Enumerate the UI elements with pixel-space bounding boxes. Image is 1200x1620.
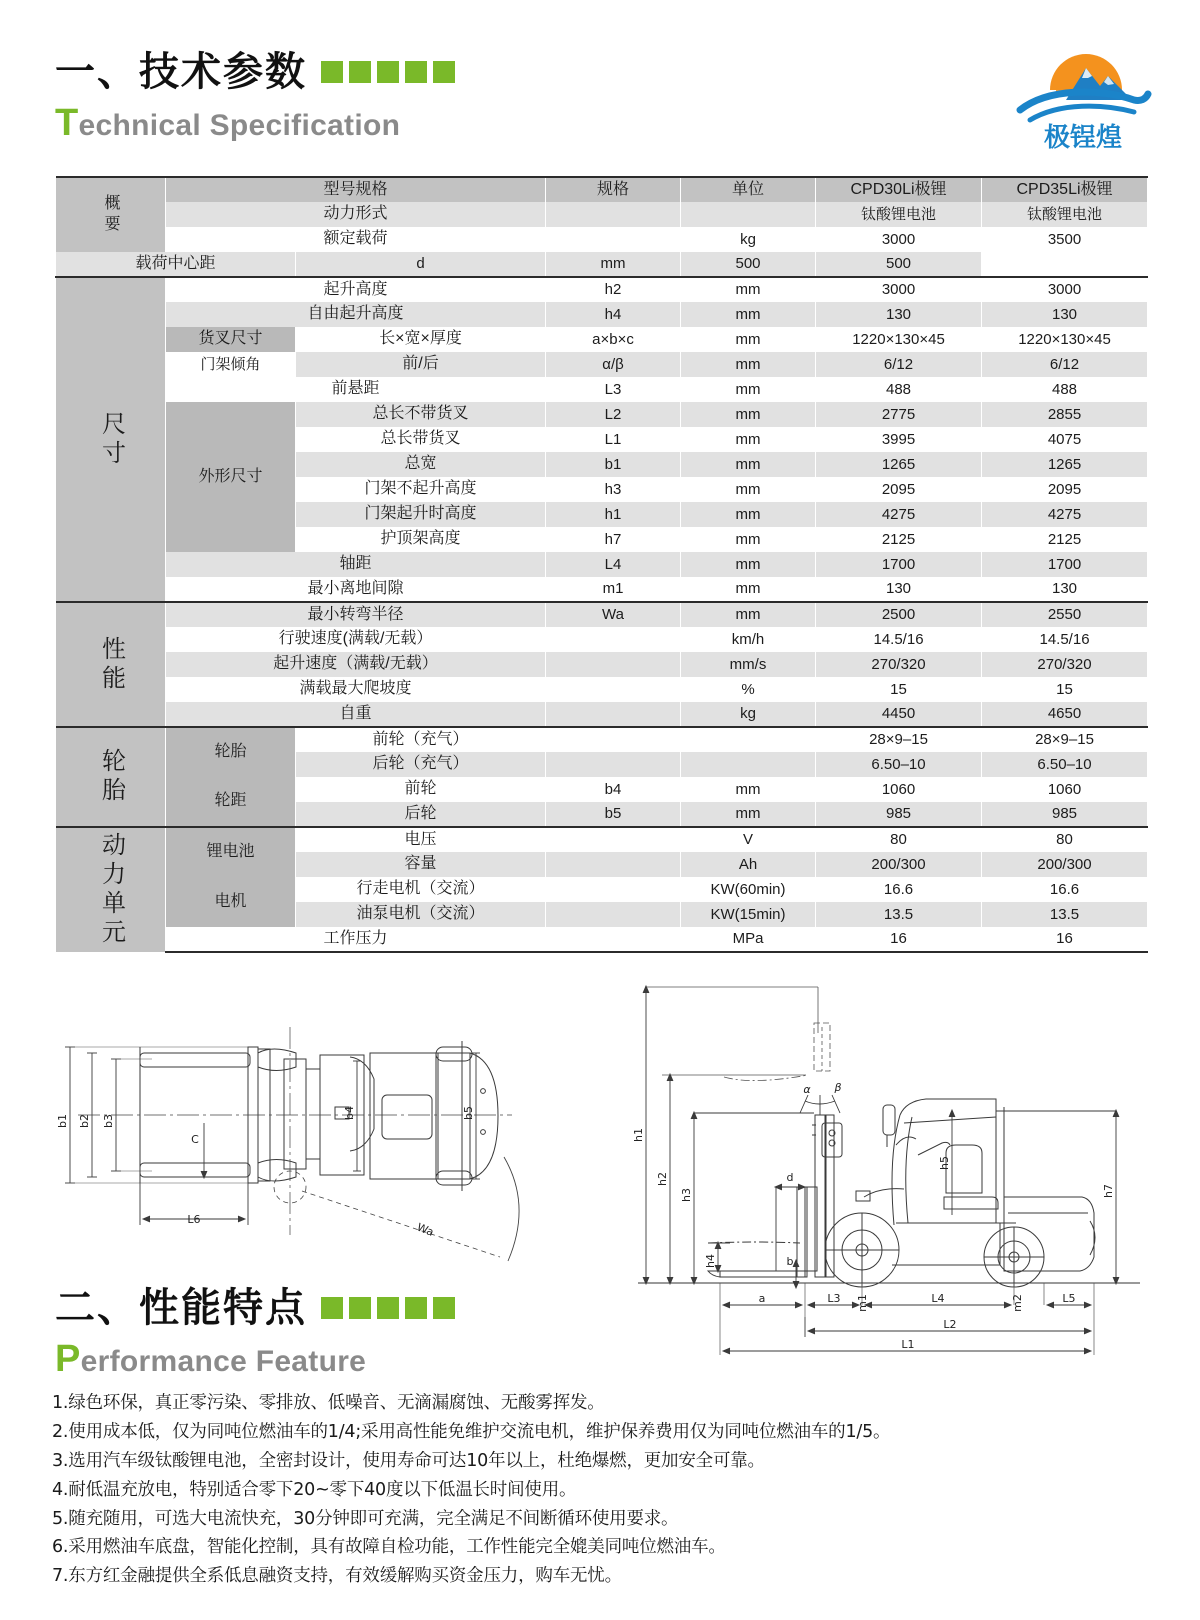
table-row bbox=[56, 652, 1148, 677]
section2-title-en-rest: erformance Feature bbox=[80, 1345, 367, 1378]
symbol-cell: b1 bbox=[546, 452, 681, 477]
row-label: 自由起升高度 bbox=[166, 302, 546, 327]
unit-cell bbox=[681, 202, 816, 227]
symbol-cell: d bbox=[296, 252, 546, 277]
label-h4: h4 bbox=[704, 1254, 717, 1268]
section1-title-cn bbox=[55, 52, 455, 92]
label-d: d bbox=[786, 1171, 794, 1184]
subcategory-cell: 电机 bbox=[166, 877, 296, 927]
unit-cell: KW(15min) bbox=[681, 902, 816, 927]
feature-item: 2.使用成本低，仅为同吨位燃油车的1/4;采用高性能免维护交流电机，维护保养费用仅为同吨位燃油车的1/5。 bbox=[52, 1421, 891, 1442]
table-row bbox=[56, 302, 1148, 327]
section1-title-en-cap: T bbox=[55, 102, 79, 144]
table-row bbox=[56, 727, 1148, 752]
value-model1: 270/320 bbox=[816, 652, 982, 677]
row-label: 自重 bbox=[166, 702, 546, 727]
symbol-cell bbox=[546, 627, 681, 652]
subcategory-cell: 轮胎 bbox=[166, 727, 296, 777]
value-model1: 1220×130×45 bbox=[816, 327, 982, 352]
symbol-cell: h1 bbox=[546, 502, 681, 527]
label-L3: L3 bbox=[827, 1292, 841, 1305]
value-model2: 2095 bbox=[982, 477, 1148, 502]
symbol-cell bbox=[546, 827, 681, 852]
unit-cell: mm/s bbox=[681, 652, 816, 677]
value-model1: 4275 bbox=[816, 502, 982, 527]
value-model1: 2125 bbox=[816, 527, 982, 552]
label-b5: b5 bbox=[462, 1106, 475, 1120]
label-Wa: Wa bbox=[415, 1220, 436, 1239]
section2-header bbox=[55, 1288, 455, 1378]
unit-cell: MPa bbox=[681, 927, 816, 952]
spec-table-body bbox=[56, 177, 1148, 952]
unit-cell: mm bbox=[681, 527, 816, 552]
value-model2: 28×9–15 bbox=[982, 727, 1148, 752]
row-label: 行走电机（交流） bbox=[296, 877, 546, 902]
row-label: 最小离地间隙 bbox=[166, 577, 546, 602]
symbol-cell bbox=[546, 752, 681, 777]
value-model1: 15 bbox=[816, 677, 982, 702]
value-model2: 13.5 bbox=[982, 902, 1148, 927]
subcategory-cell: 锂电池 bbox=[166, 827, 296, 877]
value-model1: 28×9–15 bbox=[816, 727, 982, 752]
table-row bbox=[56, 352, 1148, 377]
table-row bbox=[56, 402, 1148, 427]
value-model2: 130 bbox=[982, 302, 1148, 327]
row-label: 最小转弯半径 bbox=[166, 602, 546, 627]
unit-cell: mm bbox=[681, 577, 816, 602]
label-b2: b2 bbox=[78, 1114, 91, 1128]
section2-title-en-cap: P bbox=[55, 1338, 81, 1380]
value-model1: 16.6 bbox=[816, 877, 982, 902]
unit-cell: mm bbox=[681, 402, 816, 427]
green-square-icon bbox=[405, 61, 427, 83]
symbol-cell bbox=[546, 202, 681, 227]
value-model1: 130 bbox=[816, 302, 982, 327]
green-square-icon bbox=[377, 61, 399, 83]
label-m1: m1 bbox=[856, 1294, 869, 1312]
label-beta: β bbox=[834, 1081, 842, 1094]
row-label: 总长不带货叉 bbox=[296, 402, 546, 427]
unit-cell: mm bbox=[681, 802, 816, 827]
table-row bbox=[56, 552, 1148, 577]
symbol-cell: L4 bbox=[546, 552, 681, 577]
symbol-cell bbox=[546, 852, 681, 877]
value-model2: 1220×130×45 bbox=[982, 327, 1148, 352]
category-cell bbox=[56, 727, 166, 827]
table-row bbox=[56, 327, 1148, 352]
label-h1: h1 bbox=[632, 1128, 645, 1142]
value-model2: 16.6 bbox=[982, 877, 1148, 902]
value-model2: 985 bbox=[982, 802, 1148, 827]
row-label: 后轮 bbox=[296, 802, 546, 827]
subcategory-cell: 门架倾角 bbox=[166, 352, 296, 377]
unit-cell: mm bbox=[681, 327, 816, 352]
unit-cell: km/h bbox=[681, 627, 816, 652]
table-row bbox=[56, 677, 1148, 702]
feature-item: 4.耐低温充放电，特别适合零下20~零下40度以下低温长时间使用。 bbox=[52, 1479, 577, 1500]
category-label: 概要 bbox=[102, 194, 120, 236]
spec-header-row bbox=[56, 177, 1148, 202]
category-label: 尺寸 bbox=[97, 410, 125, 469]
label-m2: m2 bbox=[1011, 1294, 1024, 1312]
category-cell-placeholder bbox=[56, 177, 166, 252]
symbol-cell: h4 bbox=[546, 302, 681, 327]
unit-cell: kg bbox=[681, 227, 816, 252]
row-label: 前轮 bbox=[296, 777, 546, 802]
label-alpha: α bbox=[803, 1083, 811, 1096]
unit-cell: mm bbox=[681, 352, 816, 377]
row-label: 满载最大爬坡度 bbox=[166, 677, 546, 702]
value-model2: 130 bbox=[982, 577, 1148, 602]
value-model1: 2775 bbox=[816, 402, 982, 427]
table-row bbox=[56, 277, 1148, 302]
value-model2: 270/320 bbox=[982, 652, 1148, 677]
unit-cell: mm bbox=[681, 427, 816, 452]
unit-cell: mm bbox=[681, 777, 816, 802]
section2-title-en bbox=[55, 1340, 455, 1378]
row-label: 轴距 bbox=[166, 552, 546, 577]
unit-cell: mm bbox=[681, 377, 816, 402]
symbol-cell: L1 bbox=[546, 427, 681, 452]
label-L5: L5 bbox=[1062, 1292, 1076, 1305]
row-label: 长×宽×厚度 bbox=[296, 327, 546, 352]
value-model2: 200/300 bbox=[982, 852, 1148, 877]
feature-item: 1.绿色环保，真正零污染、零排放、低噪音、无滴漏腐蚀、无酸雾挥发。 bbox=[52, 1393, 605, 1413]
forklift-top-view-drawing bbox=[52, 995, 572, 1285]
label-b1: b1 bbox=[56, 1114, 69, 1128]
row-label: 门架不起升高度 bbox=[296, 477, 546, 502]
row-label: 前/后 bbox=[296, 352, 546, 377]
row-label: 电压 bbox=[296, 827, 546, 852]
symbol-cell: a×b×c bbox=[546, 327, 681, 352]
feature-item: 3.选用汽车级钛酸锂电池，全密封设计，使用寿命可达10年以上，杜绝爆燃，更加安全可靠。 bbox=[52, 1450, 765, 1471]
section2-title-cn-text: 二、性能特点 bbox=[55, 1286, 307, 1330]
column-header: 型号规格 bbox=[166, 177, 546, 202]
column-header: 规格 bbox=[546, 177, 681, 202]
forklift-side-view-drawing bbox=[600, 965, 1160, 1365]
label-h2: h2 bbox=[656, 1172, 669, 1186]
column-header: CPD30Li极锂 bbox=[816, 177, 982, 202]
unit-cell: KW(60min) bbox=[681, 877, 816, 902]
row-label: 门架起升时高度 bbox=[296, 502, 546, 527]
value-model1: 985 bbox=[816, 802, 982, 827]
symbol-cell: b5 bbox=[546, 802, 681, 827]
table-row bbox=[56, 252, 1148, 277]
unit-cell: mm bbox=[681, 477, 816, 502]
category-cell bbox=[56, 277, 166, 602]
value-model1: 14.5/16 bbox=[816, 627, 982, 652]
value-model1: 130 bbox=[816, 577, 982, 602]
value-model1: 1265 bbox=[816, 452, 982, 477]
row-label: 总长带货叉 bbox=[296, 427, 546, 452]
symbol-cell: b4 bbox=[546, 777, 681, 802]
green-square-icon bbox=[321, 61, 343, 83]
green-square-icon bbox=[377, 1297, 399, 1319]
table-row bbox=[56, 877, 1148, 902]
row-label: 容量 bbox=[296, 852, 546, 877]
section2-title-cn bbox=[55, 1288, 455, 1328]
green-square-icon bbox=[433, 1297, 455, 1319]
specification-table bbox=[55, 176, 1147, 953]
subcategory-cell: 外形尺寸 bbox=[166, 402, 296, 552]
value-model1: 3000 bbox=[816, 277, 982, 302]
value-model2: 2125 bbox=[982, 527, 1148, 552]
row-label: 油泵电机（交流） bbox=[296, 902, 546, 927]
row-label: 总宽 bbox=[296, 452, 546, 477]
unit-cell: mm bbox=[681, 452, 816, 477]
green-square-icon bbox=[405, 1297, 427, 1319]
value-model2: 6.50–10 bbox=[982, 752, 1148, 777]
value-model2: 1700 bbox=[982, 552, 1148, 577]
value-model2: 500 bbox=[816, 252, 982, 277]
performance-feature-list bbox=[52, 1393, 1162, 1595]
value-model2: 6/12 bbox=[982, 352, 1148, 377]
value-model1: 200/300 bbox=[816, 852, 982, 877]
value-model2: 14.5/16 bbox=[982, 627, 1148, 652]
section1-header bbox=[55, 52, 455, 142]
subcategory-cell: 轮距 bbox=[166, 777, 296, 827]
table-row bbox=[56, 377, 1148, 402]
value-model2: 16 bbox=[982, 927, 1148, 952]
spec-table bbox=[55, 176, 1148, 953]
value-model2: 3000 bbox=[982, 277, 1148, 302]
table-row bbox=[56, 602, 1148, 627]
symbol-cell: h3 bbox=[546, 477, 681, 502]
value-model1: 6.50–10 bbox=[816, 752, 982, 777]
table-row bbox=[56, 627, 1148, 652]
green-square-icon bbox=[321, 1297, 343, 1319]
value-model2: 1060 bbox=[982, 777, 1148, 802]
table-row bbox=[56, 777, 1148, 802]
symbol-cell bbox=[546, 702, 681, 727]
value-model1: 1700 bbox=[816, 552, 982, 577]
value-model1: 16 bbox=[816, 927, 982, 952]
symbol-cell bbox=[546, 652, 681, 677]
value-model1: 3995 bbox=[816, 427, 982, 452]
section1-title-cn-text: 一、技术参数 bbox=[55, 50, 307, 94]
value-model1: 6/12 bbox=[816, 352, 982, 377]
symbol-cell bbox=[546, 227, 681, 252]
label-h3: h3 bbox=[680, 1188, 693, 1202]
value-model1: 488 bbox=[816, 377, 982, 402]
row-label: 前悬距 bbox=[166, 377, 546, 402]
unit-cell: mm bbox=[681, 602, 816, 627]
row-label: 额定载荷 bbox=[166, 227, 546, 252]
value-model1: 4450 bbox=[816, 702, 982, 727]
row-label: 前轮（充气） bbox=[296, 727, 546, 752]
value-model2: 钛酸锂电池 bbox=[982, 202, 1148, 227]
table-row bbox=[56, 702, 1148, 727]
row-label: 护顶架高度 bbox=[296, 527, 546, 552]
feature-item: 6.采用燃油车底盘，智能化控制，具有故障自检功能，工作性能完全媲美同吨位燃油车。 bbox=[52, 1537, 726, 1558]
row-label: 后轮（充气） bbox=[296, 752, 546, 777]
label-h5: h5 bbox=[938, 1156, 951, 1170]
green-square-icon bbox=[349, 61, 371, 83]
green-square-row bbox=[321, 1297, 455, 1319]
unit-cell: Ah bbox=[681, 852, 816, 877]
symbol-cell bbox=[546, 727, 681, 752]
unit-cell: mm bbox=[681, 552, 816, 577]
feature-item: 5.随充随用，可选大电流快充，30分钟即可充满，完全满足不间断循环使用要求。 bbox=[52, 1508, 679, 1529]
value-model1: 钛酸锂电池 bbox=[816, 202, 982, 227]
row-label: 动力形式 bbox=[166, 202, 546, 227]
table-row bbox=[56, 927, 1148, 952]
symbol-cell: h2 bbox=[546, 277, 681, 302]
unit-cell: V bbox=[681, 827, 816, 852]
value-model2: 2550 bbox=[982, 602, 1148, 627]
value-model2: 4075 bbox=[982, 427, 1148, 452]
unit-cell: kg bbox=[681, 702, 816, 727]
unit-cell: mm bbox=[681, 502, 816, 527]
label-b4: b4 bbox=[343, 1106, 356, 1120]
value-model1: 3000 bbox=[816, 227, 982, 252]
value-model2: 1265 bbox=[982, 452, 1148, 477]
label-L2: L2 bbox=[943, 1318, 957, 1331]
value-model1: 13.5 bbox=[816, 902, 982, 927]
category-cell bbox=[56, 602, 166, 727]
row-label: 工作压力 bbox=[166, 927, 546, 952]
unit-cell bbox=[681, 727, 816, 752]
unit-cell: mm bbox=[546, 252, 681, 277]
value-model2: 4650 bbox=[982, 702, 1148, 727]
category-cell bbox=[56, 827, 166, 952]
symbol-cell: m1 bbox=[546, 577, 681, 602]
label-h7: h7 bbox=[1102, 1184, 1115, 1198]
unit-cell: mm bbox=[681, 277, 816, 302]
value-model2: 4275 bbox=[982, 502, 1148, 527]
value-model1: 1060 bbox=[816, 777, 982, 802]
label-L6: L6 bbox=[187, 1213, 201, 1226]
row-label: 行驶速度(满载/无载） bbox=[166, 627, 546, 652]
table-row bbox=[56, 577, 1148, 602]
unit-cell: % bbox=[681, 677, 816, 702]
table-row bbox=[56, 827, 1148, 852]
column-header: CPD35Li极锂 bbox=[982, 177, 1148, 202]
feature-item: 7.东方红金融提供全系低息融资支持，有效缓解购买资金压力，购车无忧。 bbox=[52, 1566, 622, 1587]
value-model1: 2095 bbox=[816, 477, 982, 502]
section1-title-en bbox=[55, 104, 455, 142]
label-b: b bbox=[786, 1255, 794, 1268]
value-model1: 80 bbox=[816, 827, 982, 852]
label-L1: L1 bbox=[901, 1338, 915, 1351]
value-model1: 2500 bbox=[816, 602, 982, 627]
label-b3: b3 bbox=[102, 1114, 115, 1128]
value-model2: 80 bbox=[982, 827, 1148, 852]
symbol-cell bbox=[546, 927, 681, 952]
logo-text: 极锃煌 bbox=[1043, 123, 1123, 153]
section1-title-en-rest: echnical Specification bbox=[78, 109, 401, 142]
green-square-icon bbox=[349, 1297, 371, 1319]
value-model2: 2855 bbox=[982, 402, 1148, 427]
unit-cell bbox=[681, 752, 816, 777]
row-label: 起升速度（满载/无载） bbox=[166, 652, 546, 677]
symbol-cell bbox=[546, 877, 681, 902]
value-model1: 500 bbox=[681, 252, 816, 277]
row-label: 载荷中心距 bbox=[56, 252, 296, 277]
symbol-cell bbox=[546, 902, 681, 927]
label-C: C bbox=[191, 1133, 199, 1146]
label-a: a bbox=[758, 1292, 766, 1305]
symbol-cell: L2 bbox=[546, 402, 681, 427]
category-label: 性能 bbox=[97, 635, 125, 694]
row-label: 起升高度 bbox=[166, 277, 546, 302]
column-header: 单位 bbox=[681, 177, 816, 202]
green-square-row bbox=[321, 61, 455, 83]
table-row bbox=[56, 202, 1148, 227]
value-model2: 3500 bbox=[982, 227, 1148, 252]
unit-cell: mm bbox=[681, 302, 816, 327]
symbol-cell: Wa bbox=[546, 602, 681, 627]
symbol-cell: h7 bbox=[546, 527, 681, 552]
green-square-icon bbox=[433, 61, 455, 83]
brand-logo bbox=[1008, 38, 1158, 158]
symbol-cell bbox=[546, 677, 681, 702]
subcategory-cell: 货叉尺寸 bbox=[166, 327, 296, 352]
category-label: 动力单元 bbox=[97, 832, 125, 948]
symbol-cell: α/β bbox=[546, 352, 681, 377]
value-model2: 15 bbox=[982, 677, 1148, 702]
category-label: 轮胎 bbox=[97, 748, 125, 806]
table-row bbox=[56, 227, 1148, 252]
value-model2: 488 bbox=[982, 377, 1148, 402]
label-L4: L4 bbox=[931, 1292, 945, 1305]
symbol-cell: L3 bbox=[546, 377, 681, 402]
